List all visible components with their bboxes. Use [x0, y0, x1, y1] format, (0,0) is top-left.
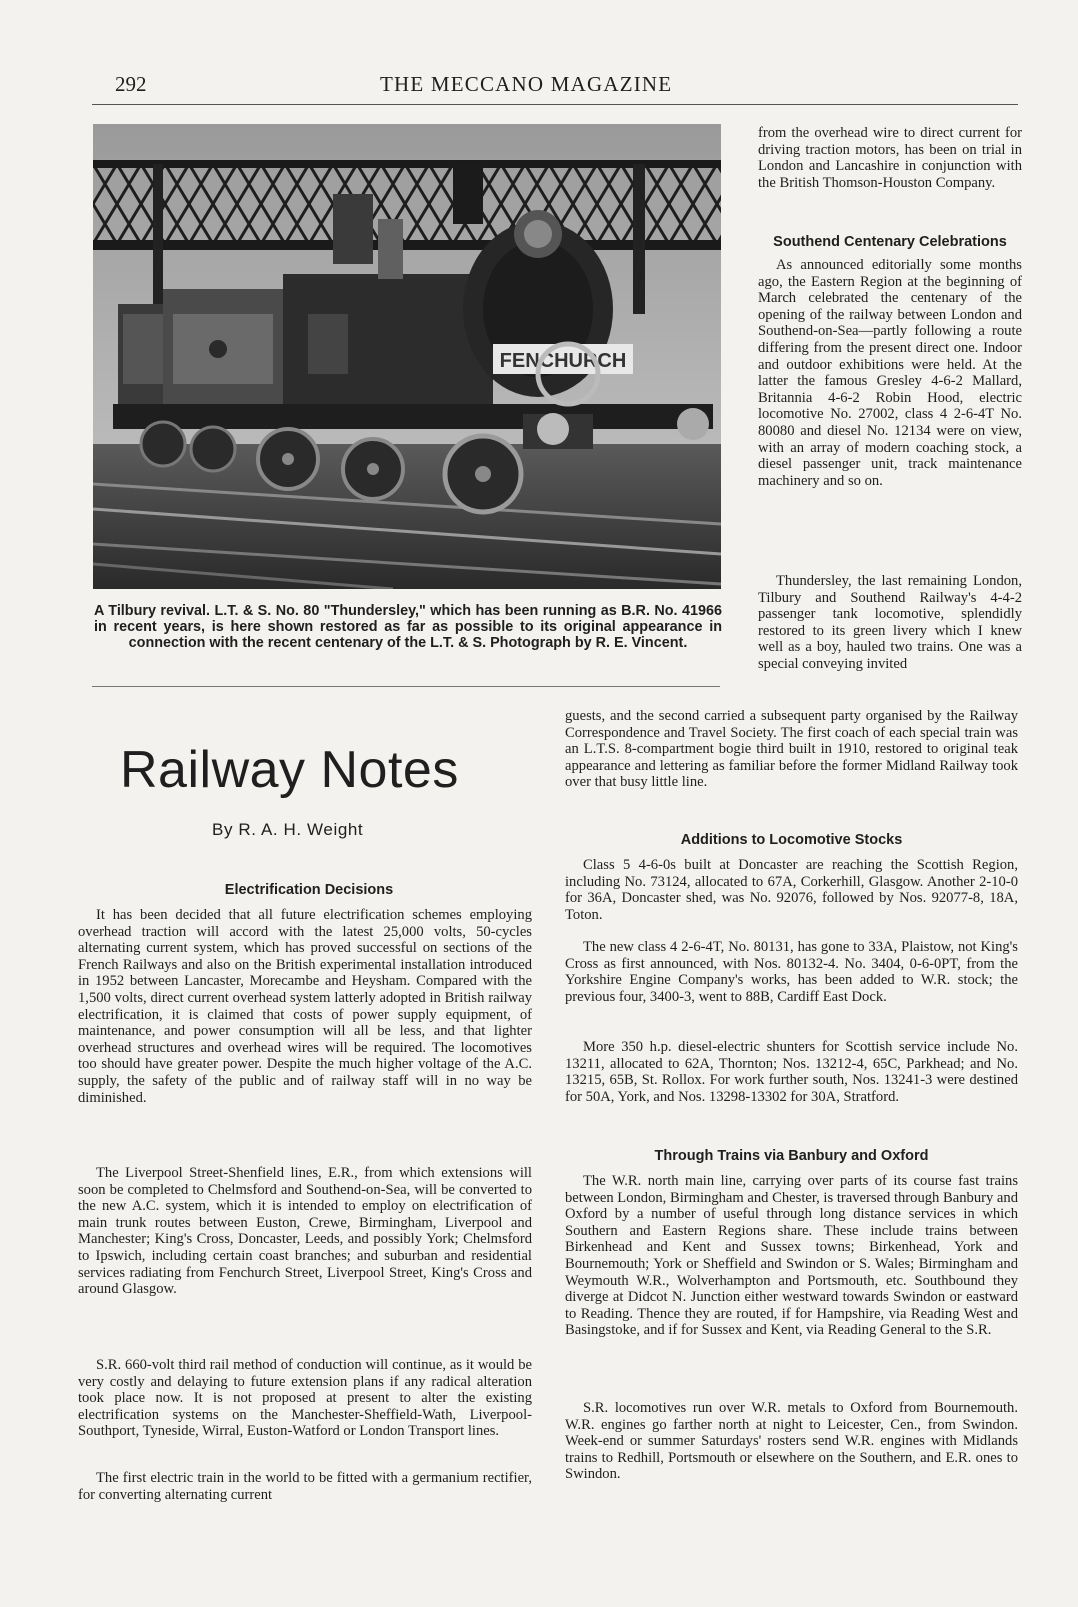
paragraph: The Liverpool Street-Shenfield lines, E.R., from which extensions will soon be completed to Chelmsford and Southend-on-Sea, will be converted to the new A.C. system, which it is intended to employ on electrification of main trunk routes between Euston, Crewe, Birmingham, Liverpool and Manchester; King's Cross, Doncaster, Leeds, and possibly York; Chelmsford to Ipswich, including certain coast branches; and suburban and residential services radiating from Fenchurch Street, Liverpool Street, King's Cross and around Glasgow.	[78, 1165, 532, 1298]
magazine-title: THE MECCANO MAGAZINE	[380, 72, 673, 96]
photo-caption: A Tilbury revival. L.T. & S. No. 80 "Thundersley," which has been running as B.R. No. 41966 in recent years, is here shown restored as far as possible to its original appearance in connection with the recent centenary of the L.T. & S. Photograph by R. E. Vincent.	[94, 603, 722, 651]
paragraph: S.R. locomotives run over W.R. metals to Oxford from Bournemouth. W.R. engines go farther north at night to Leicester, Cen., from Swindon. Week-end or summer Saturdays' rosters send W.R. engines with Midlands trains to Redhill, Portsmouth or elsewhere on the Southern, and E.R. ones to Swindon.	[565, 1400, 1018, 1483]
byline: By R. A. H. Weight	[212, 820, 364, 839]
paragraph: The first electric train in the world to be fitted with a germanium rectifier, for converting alternating current	[78, 1470, 532, 1503]
locomotive-illustration	[93, 124, 721, 589]
page-number: 292	[115, 72, 147, 96]
paragraph: Thundersley, the last remaining London, Tilbury and Southend Railway's 4-4-2 passenger tank locomotive, splendidly restored to its green livery which I knew well as a boy, hauled two trains. One was a special conveying invited	[758, 573, 1022, 672]
article-title: Railway Notes	[120, 741, 459, 799]
paragraph: It has been decided that all future electrification schemes employing overhead traction will accord with the latest 25,000 volts, 50-cycles alternating current system, which has proved successful on sections of the French Railways and also on the British experimental installation introduced in 1952 between Lancaster, Morecambe and Heysham. Compared with the 1,500 volts, direct current overhead system latterly adopted in British railway electrification, it is claimed that costs of power supply equipment, of maintenance, and power consumption will all be less, and that lighter overhead structures and overhead wires will be required. The locomotives too should have greater power. Despite the much higher voltage of the A.C. supply, the safety of the public and of railway staff will in no way be diminished.	[78, 907, 532, 1106]
paragraph-continued: guests, and the second carried a subsequent party organised by the Railway Correspondence and Travel Society. The first coach of each special train was an L.T.S. 8-compartment bogie third built in 1910, restored to original teak appearance and lettering as familiar before the former Midland Railway took over that busy little line.	[565, 708, 1018, 791]
heading-additions: Additions to Locomotive Stocks	[680, 832, 903, 848]
paragraph: More 350 h.p. diesel-electric shunters for Scottish service include No. 13211, allocated to 62A, Thornton; Nos. 13212-4, 65C, Parkhead; and No. 13215, 65B, St. Rollox. For work further south, Nos. 13241-3 were destined for 50A, York, and Nos. 13298-13302 for 30A, Stratford.	[565, 1039, 1018, 1105]
paragraph: The new class 4 2-6-4T, No. 80131, has gone to 33A, Plaistow, not King's Cross as first announced, with Nos. 80132-4. No. 3404, 0-6-0PT, from the Yorkshire Engine Company's works, has been added to W.R. stock; the previous four, 3400-3, went to 88B, Cardiff East Dock.	[565, 939, 1018, 1005]
locomotive-photo	[93, 124, 721, 589]
paragraph: S.R. 660-volt third rail method of conduction will continue, as it would be very costly and delaying to future extension plans if any radical alteration took place now. It is not proposed at present to alter the existing electrification systems on the Manchester-Sheffield-Wath, Liverpool-Southport, Tyneside, Wirral, Euston-Watford or London Transport lines.	[78, 1357, 532, 1440]
paragraph: The W.R. north main line, carrying over parts of its course fast trains between London, Birmingham and Chester, is traversed through Banbury and Oxford by a number of useful through long distance services in which Southern and Eastern Regions share. These include trains between Birkenhead and Kent and Sussex towns; Birkenhead, York and Bournemouth; York or Sheffield and Swindon or S. Wales; Birmingham and Weymouth W.R., Wolverhampton and Portsmouth, etc. Southbound they diverge at Didcot N. Junction either westward towards Swindon or eastward to Reading. Thence they are routed, if for Hampshire, via Reading West and Basingstoke, and if for Sussex and Kent, via Reading General to the S.R.	[565, 1173, 1018, 1339]
paragraph: Class 5 4-6-0s built at Doncaster are reaching the Scottish Region, including No. 73124, allocated to 67A, Corkerhill, Glasgow. Another 2-10-0 for 36A, Doncaster shed, was No. 92076, followed by Nos. 92077-8, 18A, Toton.	[565, 857, 1018, 923]
heading-southend: Southend Centenary Celebrations	[773, 234, 1007, 250]
header-rule	[92, 104, 1018, 105]
heading-electrification: Electrification Decisions	[224, 882, 394, 898]
heading-through-trains: Through Trains via Banbury and Oxford	[654, 1148, 929, 1164]
paragraph: As announced editorially some months ago, the Eastern Region at the beginning of March celebrated the centenary of the opening of the railway between London and Southend-on-Sea—partly following a route differing from the present direct one. Indoor and outdoor exhibitions were held. At the latter the famous Gresley 4-6-2 Mallard, Britannia 4-6-2 Robin Hood, electric locomotive No. 27002, class 4 2-6-4T No. 80080 and diesel No. 12134 were on view, with an array of modern coaching stock, a diesel passenger unit, track maintenance machinery and so on.	[758, 257, 1022, 489]
caption-rule	[92, 686, 720, 687]
paragraph-continued: from the overhead wire to direct current for driving traction motors, has been on trial in London and Lancashire in conjunction with the British Thomson-Houston Company.	[758, 125, 1022, 191]
headboard-text: FENCHURCH	[499, 350, 627, 372]
